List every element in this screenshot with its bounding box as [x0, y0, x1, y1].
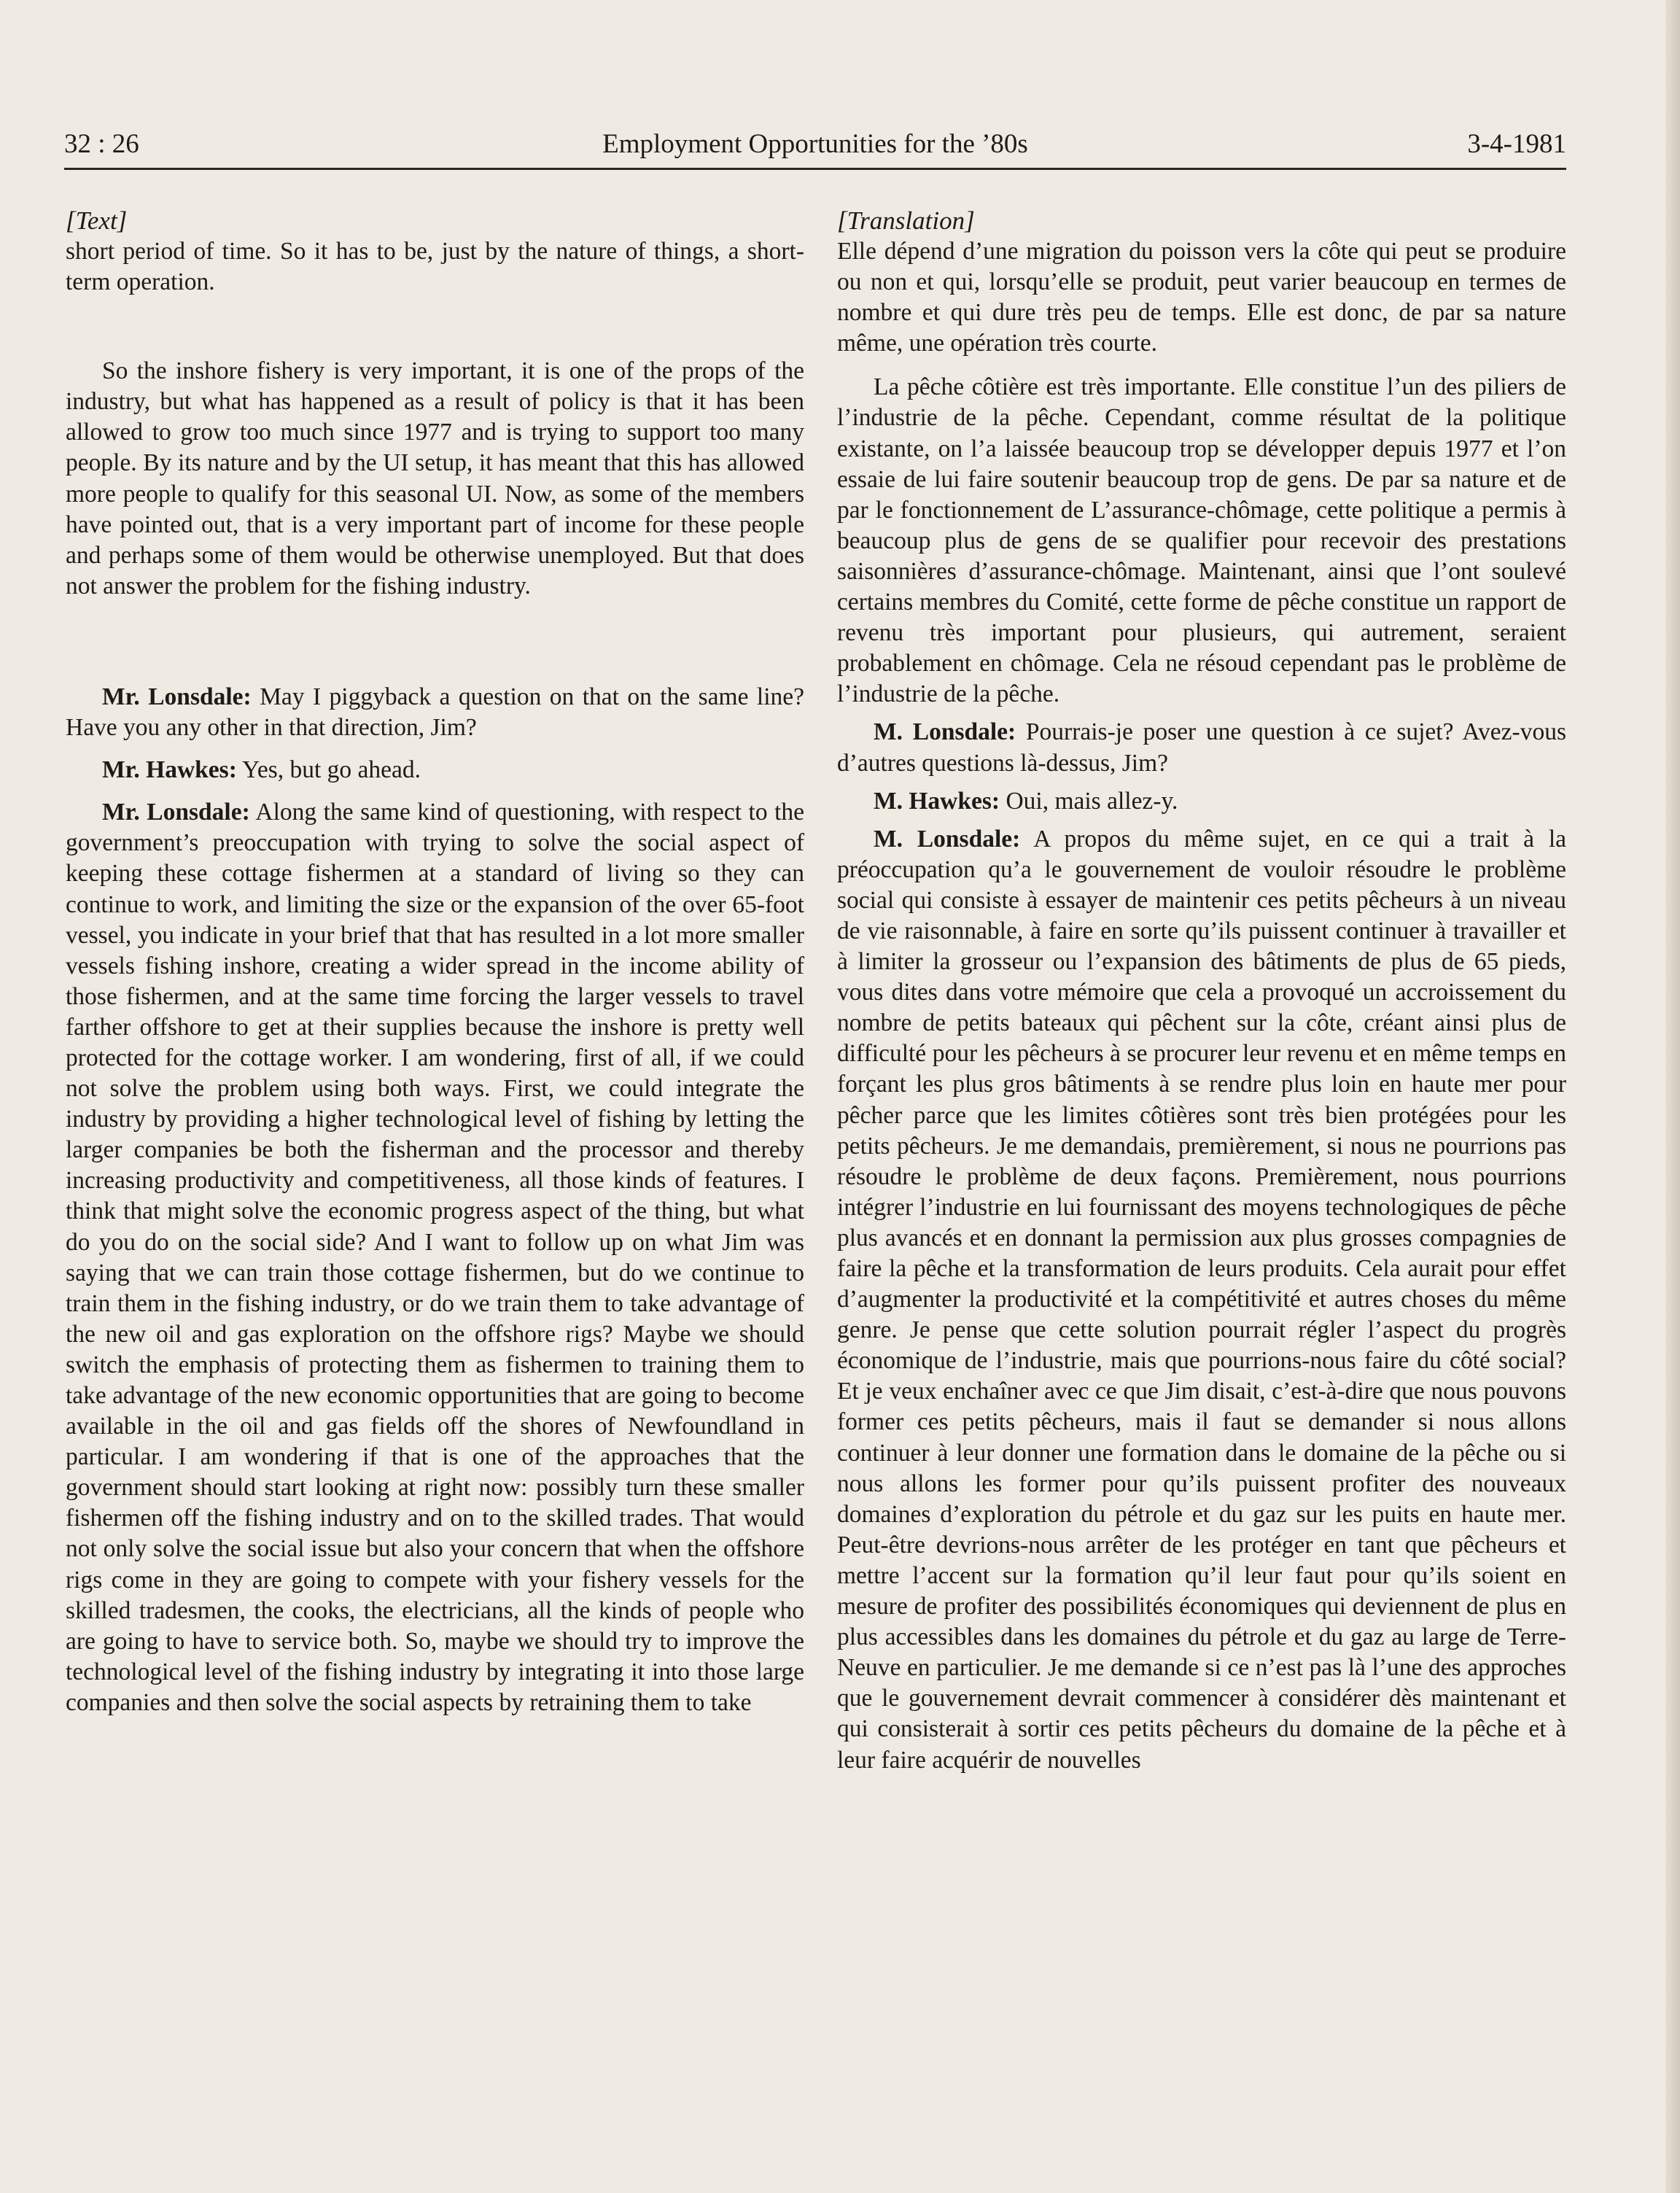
paragraph: Elle dépend d’une migration du poisson vers la côte qui peut se produire ou non et qui, lorsqu’elle se produit, peut varier beaucoup en termes de nombre et qui dure très peu de temps. Elle est donc, de par sa nature même, une opération très courte.	[837, 238, 1566, 357]
page-number: 32 : 26	[64, 129, 139, 159]
page-header	[64, 123, 1566, 166]
speaker-name: M. Hawkes:	[874, 787, 1000, 815]
speaker-name: M. Lonsdale:	[874, 718, 1016, 746]
speaker-paragraph: Mr. Lonsdale: Along the same kind of questioning, with respect to the government’s preoccupation with trying to solve the social aspect of keeping these cottage fishermen at a standard of living so they can continue to work, and limiting the size or the expansion of the over 65-foot vessel, you indicate in your brief that that has resulted in a lot more smaller vessels fishing inshore, creating a wider spread in the income ability of those fishermen, and at the same time forcing the larger vessels to travel farther offshore to get at their supplies because the inshore is pretty well protected for the cottage worker. I am wondering, first of all, if we could not solve the problem using both ways. First, we could integrate the industry by providing a higher technological level of fishing by letting the larger companies be both the fisherman and the processor and thereby increasing productivity and competitiveness, all those kinds of features. I think that might solve the economic progress aspect of the thing, but what do you do on the social side? And I want to follow up on what Jim was saying that we can train those cottage fishermen, but do we continue to train them in the fishing industry, or do we train them to take advantage of the new oil and gas exploration on the offshore rigs? Maybe we should switch the emphasis of protecting them as fishermen to training them to take advantage of the new economic opportunities that are going to become available in the oil and gas fields off the shores of Newfoundland in particular. I am wondering if that is one of the approaches that the government should start looking at right now: possibly turn these smaller fishermen off the fishing industry and on to the skilled trades. That would not only solve the social issue but also your concern that when the offshore rigs come in they are going to compete with your fishery vessels for the skilled tradesmen, the cooks, the electricians, all the kinds of people who are going to have to service both. So, maybe we should try to improve the technological level of the fishing industry by integrating it into those large companies and then solve the social aspects by retraining them to take	[66, 799, 805, 1716]
speaker-name: Mr. Hawkes:	[102, 756, 237, 784]
paragraph: So the inshore fishery is very important, it is one of the props of the industry, but what has happened as a result of policy is that it has been allowed to grow too much since 1977 and is trying to support too many people. By its nature and by the UI setup, it has meant that this has allowed more people to qualify for this seasonal UI. Now, as some of the members have pointed out, that is a very important part of income for these people and perhaps some of them would be otherwise unemployed. But that does not answer the problem for the fishing industry.	[66, 357, 804, 599]
header-rule	[64, 168, 1566, 170]
speaker-name: Mr. Lonsdale:	[102, 683, 252, 710]
speaker-paragraph: Mr. Hawkes: Yes, but go ahead.	[102, 756, 421, 784]
page-edge	[1665, 0, 1680, 2193]
french-column	[837, 206, 1566, 1776]
speaker-name: Mr. Lonsdale:	[102, 799, 250, 826]
column-label: [Text]	[66, 206, 128, 235]
speaker-name: M. Lonsdale:	[874, 825, 1021, 853]
speaker-paragraph: Mr. Lonsdale: May I piggyback a question on that on the same line? Have you any other in that direction, Jim?	[66, 683, 805, 742]
column-label: [Translation]	[837, 206, 975, 235]
speaker-paragraph: M. Hawkes: Oui, mais allez-y.	[874, 787, 1178, 815]
speaker-paragraph: M. Lonsdale: Pourrais-je poser une question à ce sujet? Avez-vous d’autres questions là-dessus, Jim?	[837, 718, 1566, 777]
page-date: 3-4-1981	[1467, 129, 1566, 159]
paragraph: La pêche côtière est très importante. Elle constitue l’un des piliers de l’industrie de la pêche. Cependant, comme résultat de la politique existante, on l’a laissée beaucoup trop se développer depuis 1977 et l’on essaie de lui faire soutenir beaucoup trop de gens. De par sa nature et de par le fonctionnement de L’assurance-chômage, cette politique a permis à beaucoup plus de gens de se qualifier pour recevoir des prestations saisonnières d’assurance-chômage. Maintenant, ainsi que l’ont soulevé certains membres du Comité, cette forme de pêche constitue un rapport de revenu très important pour plusieurs, qui autrement, seraient probablement en chômage. Cela ne résoud cependant pas le problème de l’industrie de la pêche.	[837, 373, 1566, 708]
running-title: Employment Opportunities for the ’80s	[602, 129, 1028, 159]
paragraph: short period of time. So it has to be, just by the nature of things, a short-term operation.	[66, 238, 804, 296]
speaker-paragraph: M. Lonsdale: A propos du même sujet, en ce qui a trait à la préoccupation qu’a le gouvernement de vouloir résoudre le problème social qui consiste à essayer de maintenir ces petits pêcheurs à un niveau de vie raisonnable, à faire en sorte qu’ils puissent continuer à travailler et à limiter la grosseur ou l’expansion des bâtiments de plus de 65 pieds, vous dites dans votre mémoire que cela a provoqué un accroissement du nombre de petits bateaux qui pêchent sur la côte, créant ainsi plus de difficulté pour les pêcheurs à se procurer leur revenu et en même temps en forçant les plus gros bâtiments à se rendre plus loin en haute mer pour pêcher parce que les limites côtières sont très bien protégées pour les petits pêcheurs. Je me demandais, premièrement, si nous ne pourrions pas résoudre le problème de deux façons. Premièrement, nous pourrions intégrer l’industrie en lui fournissant des moyens technologiques de pêche plus avancés et en donnant la permission aux plus grosses compagnies de faire la pêche et la transformation de leurs produits. Cela aurait pour effet d’augmenter la productivité et la compétitivité et autres choses du même genre. Je pense que cette solution pourrait régler l’aspect du progrès économique de l’industrie, mais que pourrions-nous faire du côté social? Et je veux enchaîner avec ce que Jim disait, c’est-à-dire que nous pouvons former ces petits pêcheurs, mais il faut se demander si nous allons continuer à leur donner une formation dans le domaine de la pêche ou si nous allons les former pour qu’ils puissent profiter des nouveaux domaines d’exploration du pétrole et du gaz sur les puits en haute mer. Peut-être devrions-nous arrêter de les protéger en tant que pêcheurs et mettre l’accent sur la formation qu’il leur faut pour qu’ils soient en mesure de profiter des possibilités économiques qui deviennent de plus en plus accessibles dans les domaines du pétrole et du gaz au large de Terre-Neuve en particulier. Je me demande si ce n’est pas là l’une des approches que le gouvernement devrait commencer à considérer dès maintenant et qui consisterait à sortir ces petits pêcheurs du domaine de la pêche et à leur faire acquérir de nouvelles	[837, 825, 1566, 1774]
english-column	[66, 206, 804, 1718]
